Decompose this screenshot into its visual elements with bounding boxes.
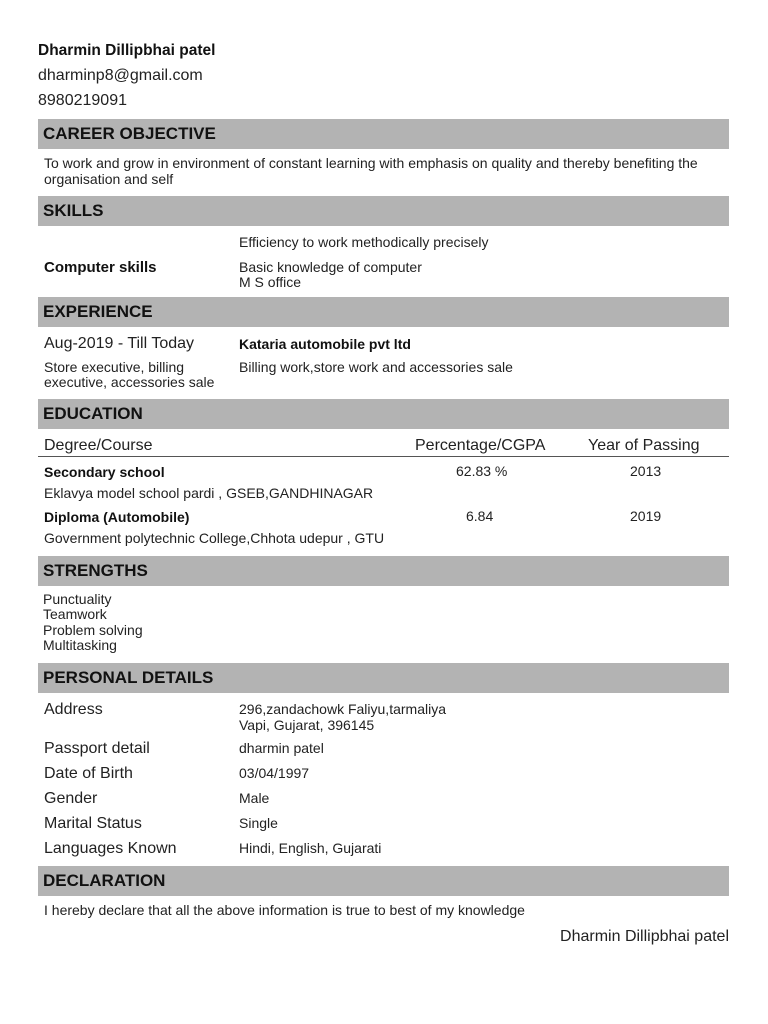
education-header: [38, 399, 729, 429]
career-objective-header: [38, 119, 729, 149]
experience-period: Aug-2019 - Till Today: [44, 335, 195, 352]
skill-item: Basic knowledge of computer: [239, 259, 422, 275]
detail-value: Single: [239, 815, 278, 831]
column-header-percentage: Percentage/CGPA: [415, 437, 546, 454]
strength-item: Problem solving: [43, 622, 143, 638]
strength-item: Punctuality: [43, 591, 112, 607]
personal-details-header: [38, 663, 729, 693]
institute-name: Eklavya model school pardi , GSEB,GANDHINAGAR: [44, 485, 374, 501]
strength-item: Teamwork: [43, 606, 107, 622]
skills-header: [38, 196, 729, 226]
detail-value: Hindi, English, Gujarati: [239, 840, 382, 856]
table-divider: [38, 456, 729, 457]
section-title: SKILLS: [43, 201, 104, 220]
address-line-2: Vapi, Gujarat, 396145: [239, 717, 375, 733]
section-title: DECLARATION: [43, 871, 166, 890]
signature-name: Dharmin Dillipbhai patel: [560, 928, 729, 945]
degree-name: Diploma (Automobile): [44, 509, 190, 525]
section-title: STRENGTHS: [43, 561, 148, 580]
detail-label: Marital Status: [44, 815, 142, 832]
declaration-text: I hereby declare that all the above information is true to best of my knowledge: [44, 902, 525, 918]
detail-value: 03/04/1997: [239, 765, 310, 781]
phone-text: 8980219091: [38, 92, 127, 109]
degree-score: 6.84: [466, 508, 494, 524]
detail-label: Gender: [44, 790, 98, 807]
section-title: CAREER OBJECTIVE: [43, 124, 216, 143]
experience-description: Billing work,store work and accessories sale: [239, 359, 513, 375]
skills-label: Computer skills: [44, 259, 157, 276]
degree-score: 62.83 %: [456, 463, 508, 479]
strength-item: Multitasking: [43, 637, 117, 653]
address-line-1: 296,zandachowk Faliyu,tarmaliya: [239, 701, 446, 717]
degree-year: 2013: [630, 463, 662, 479]
role-line-1: Store executive, billing: [44, 359, 185, 375]
objective-line-2: organisation and self: [44, 171, 174, 187]
section-title: PERSONAL DETAILS: [43, 668, 214, 687]
strengths-header: [38, 556, 729, 586]
candidate-name: Dharmin Dillipbhai patel: [38, 42, 216, 59]
declaration-header: [38, 866, 729, 896]
column-header-year: Year of Passing: [588, 437, 700, 454]
detail-label: Date of Birth: [44, 765, 133, 782]
detail-value: Male: [239, 790, 270, 806]
section-title: EDUCATION: [43, 404, 143, 423]
objective-line-1: To work and grow in environment of constant learning with emphasis on quality and thereby benefiting the: [44, 155, 698, 171]
detail-label: Passport detail: [44, 740, 150, 757]
column-header-degree: Degree/Course: [44, 437, 153, 454]
section-title: EXPERIENCE: [43, 302, 153, 321]
company-name: Kataria automobile pvt ltd: [239, 336, 411, 352]
degree-name: Secondary school: [44, 464, 165, 480]
detail-label: Languages Known: [44, 840, 177, 857]
experience-header: [38, 297, 729, 327]
skill-item: M S office: [239, 274, 301, 290]
detail-value: dharmin patel: [239, 740, 324, 756]
address-label: Address: [44, 701, 103, 718]
role-line-2: executive, accessories sale: [44, 374, 215, 390]
degree-year: 2019: [630, 508, 662, 524]
email-text: dharminp8@gmail.com: [38, 67, 203, 84]
institute-name: Government polytechnic College,Chhota udepur , GTU: [44, 530, 385, 546]
skill-item: Efficiency to work methodically precisely: [239, 234, 489, 250]
